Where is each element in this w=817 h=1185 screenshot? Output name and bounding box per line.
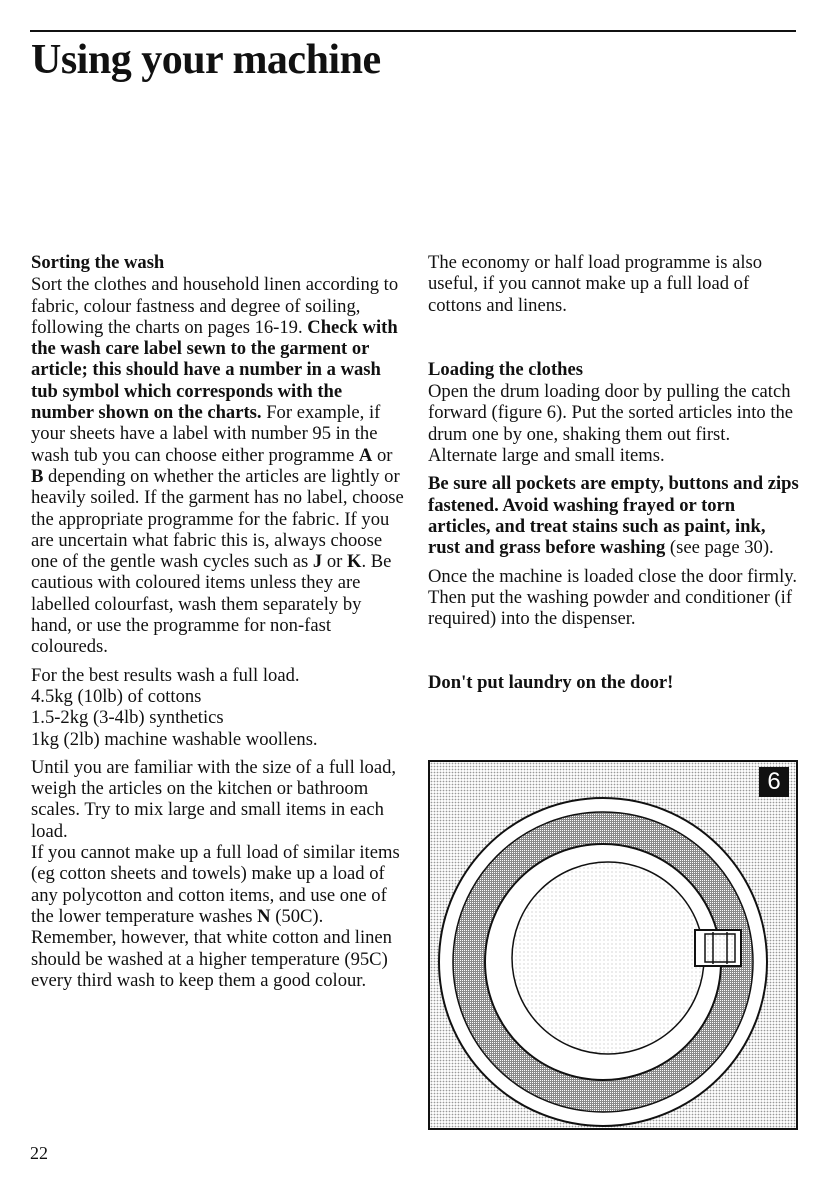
load-sizes-intro: For the best results wash a full load. [31,664,300,686]
economy-paragraph: The economy or half load programme is also useful, if you cannot make up a full load of cottons and linens. [428,252,763,316]
programme-a: A [358,444,373,466]
programme-k: K [347,551,362,573]
left-column [31,252,406,991]
or-text-2: or [322,551,348,573]
load-woollens: 1kg (2lb) machine washable woollens. [31,728,318,750]
page-title: Using your machine [31,37,381,83]
programme-n: N [257,905,271,927]
page-number: 22 [30,1143,48,1163]
right-column [428,252,800,695]
programme-b: B [31,465,44,487]
top-rule [30,30,796,32]
close-door-paragraph: Once the machine is loaded close the door firmly. Then put the washing powder and conditioner (if required) into the dispenser. [428,565,797,630]
sorting-heading: Sorting the wash [31,252,165,273]
loading-paragraph: Open the drum loading door by pulling the catch forward (figure 6). Put the sorted articles into the drum one by one, shaking them out first. Alternate large and small items. [428,381,794,467]
sorting-text-2: For example, if your sheets have a label with number 95 in the wash tub you can choose either programme [31,402,381,466]
mixed-load-text-1: If you cannot make up a full load of similar items (eg cotton sheets and towels) make up a load of any polycotton and cotton items, and use one of the lower temperature washes [31,842,400,927]
weigh-paragraph: Until you are familiar with the size of a full load, weigh the articles on the kitchen or bathroom scales. Try to mix large and small items in each load. [31,756,397,842]
pockets-warning-rest: (see page 30). [665,537,774,559]
wash-care-label-note: Check with the wash care label sewn to the garment or article; this should have a number in a wash tub symbol which corresponds with the number shown on the charts. [31,316,398,424]
loading-heading: Loading the clothes [428,358,583,380]
sorting-text-4: . Be cautious with coloured items unless they are labelled colourfast, wash them separately by hand, or use the programme for non-fast coloureds. [31,551,392,658]
door-catch-grip [705,934,735,962]
or-text-1: or [372,444,393,466]
figure-6 [428,760,798,1130]
mixed-load-text-2: (50C). Remember, however, that white cotton and linen should be washed at a higher temperature (95C) every third wash to keep them a good colour. [31,905,392,991]
pockets-warning-bold: Be sure all pockets are empty, buttons and zips fastened. Avoid washing frayed or torn articles, and treat stains such as paint, ink, rust and grass before washing [428,473,799,559]
mixed-load-paragraph [31,842,406,991]
door-inner-glass [512,862,704,1054]
programme-j: J [312,551,323,573]
load-cottons: 4.5kg (10lb) of cottons [31,685,202,707]
load-sizes [31,665,406,750]
sorting-text-1: Sort the clothes and household linen according to fabric, colour fastness and degree of soiling, following the charts on pages 16-19. [31,274,399,338]
figure-number-badge: 6 [759,767,789,797]
door-warning-heading: Don't put laundry on the door! [428,672,674,694]
washing-machine-door-icon [430,762,796,1128]
sorting-text-3: depending on whether the articles are lightly or heavily soiled. If the garment has no label, choose the appropriate programme for the fabric. If you are uncertain what fabric this is, always choose one of the gentle wash cycles such as [31,465,404,573]
load-synthetics: 1.5-2kg (3-4lb) synthetics [31,707,224,729]
sorting-paragraph [31,274,406,657]
pockets-warning [428,473,800,558]
